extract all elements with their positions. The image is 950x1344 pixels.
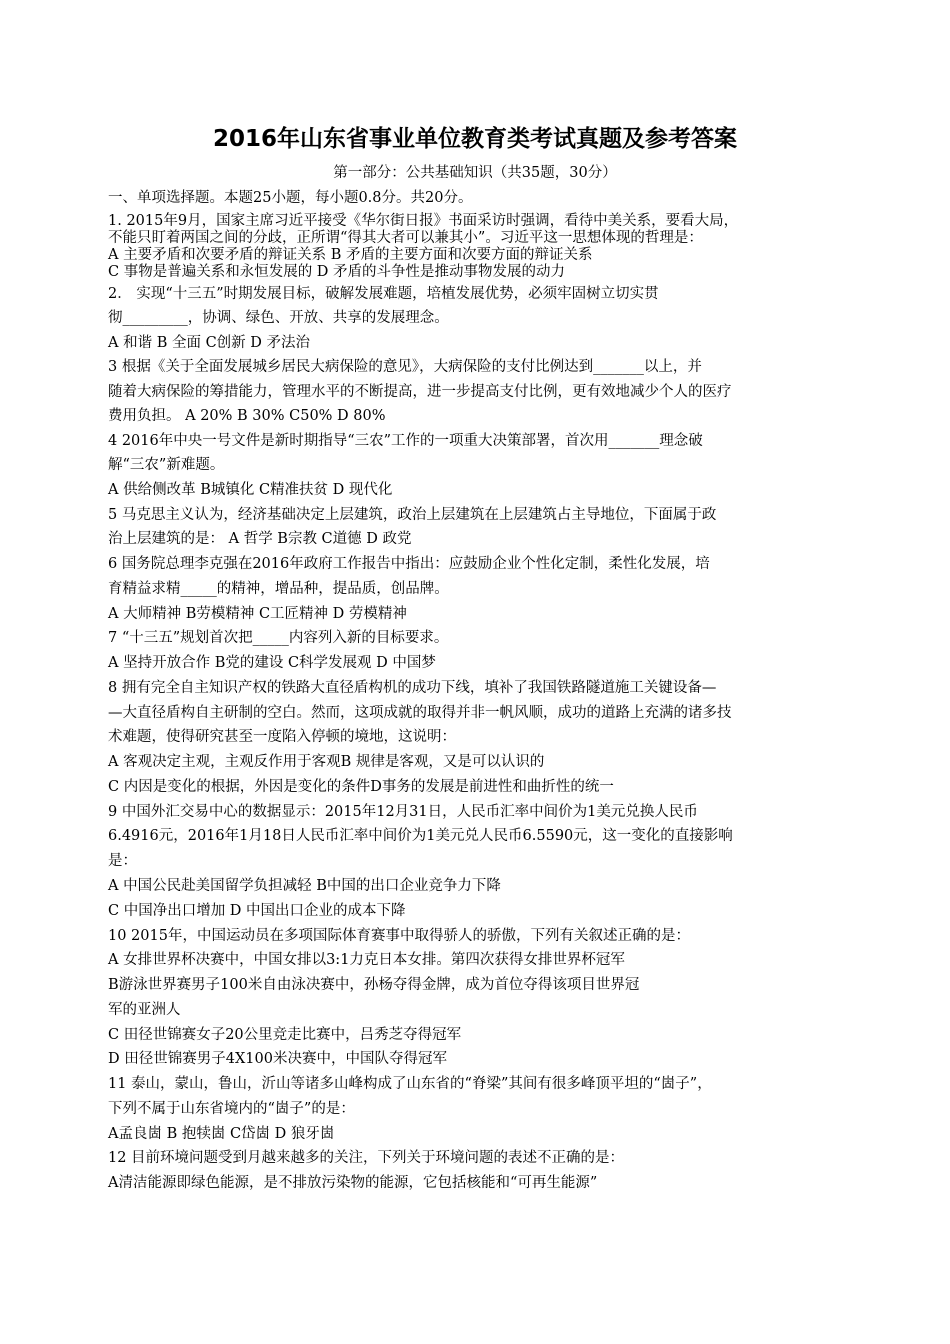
- text-line: 费用负担。 A 20% B 30% C50% D 80%: [108, 408, 386, 424]
- text-line: 12 目前环境问题受到月越来越多的关注，下列关于环境问题的表述不正确的是：: [108, 1150, 625, 1166]
- text-line: 1. 2015年9月，国家主席习近平接受《华尔街日报》书面采访时强调，看待中美关系，要看大局，: [108, 213, 739, 229]
- text-line: 5 马克思主义认为，经济基础决定上层建筑，政治上层建筑在上层建筑占主导地位，下面属于政: [108, 507, 717, 523]
- text-line: 是：: [108, 853, 137, 869]
- text-line: A 女排世界杯决赛中，中国女排以3:1力克日本女排。第四次获得女排世界杯冠军: [108, 952, 625, 968]
- text-line: C 中国净出口增加 D 中国出口企业的成本下降: [108, 903, 406, 919]
- text-line: 11 泰山，蒙山，鲁山，沂山等诸多山峰构成了山东省的“脊梁”其间有很多峰顶平坦的“崮子”，: [108, 1076, 712, 1092]
- text-line: 军的亚洲人: [108, 1002, 181, 1018]
- text-line: 育精益求精_____的精神，增品种，提品质，创品牌。: [108, 581, 449, 597]
- document-title: 2016年山东省事业单位教育类考试真题及参考答案: [212, 126, 737, 152]
- text-line: 2． 实现“十三五”时期发展目标，破解发展难题，培植发展优势，必须牢固树立切实贯: [108, 286, 659, 302]
- text-line: A清洁能源即绿色能源，是不排放污染物的能源，它包括核能和“可再生能源”: [108, 1175, 598, 1191]
- text-line: 下列不属于山东省境内的“崮子”的是：: [108, 1101, 355, 1117]
- text-line: B游泳世界赛男子100米自由泳决赛中，孙杨夺得金牌，成为首位夺得该项目世界冠: [108, 977, 640, 993]
- text-line: 4 2016年中央一号文件是新时期指导“三农”工作的一项重大决策部署，首次用_______理念破: [108, 433, 703, 449]
- text-line: A 大师精神 B劳模精神 C工匠精神 D 劳模精神: [108, 606, 407, 622]
- text-line: 9 中国外汇交易中心的数据显示：2015年12月31日，人民币汇率中间价为1美元兑换人民币: [108, 804, 698, 820]
- text-line: D 田径世锦赛男子4X100米决赛中，中国队夺得冠军: [108, 1051, 447, 1067]
- text-line: C 田径世锦赛女子20公里竞走比赛中，吕秀芝夺得冠军: [108, 1027, 462, 1043]
- text-line: —大直径盾构自主研制的空白。然而，这项成就的取得并非一帆风顺，成功的道路上充满的诸多技: [108, 705, 732, 721]
- text-line: 6.4916元，2016年1月18日人民币汇率中间价为1美元兑人民币6.5590元，这一变化的直接影响: [108, 828, 733, 844]
- text-line: 彻_________，协调、绿色、开放、共享的发展理念。: [108, 310, 449, 326]
- text-line: C 事物是普遍关系和永恒发展的 D 矛盾的斗争性是推动事物发展的动力: [108, 264, 566, 280]
- text-line: 10 2015年，中国运动员在多项国际体育赛事中取得骄人的骄傲，下列有关叙述正确的是：: [108, 928, 690, 944]
- text-line: A 客观决定主观，主观反作用于客观B 规律是客观，又是可以认识的: [108, 754, 545, 770]
- text-line: 3 根据《关于全面发展城乡居民大病保险的意见》，大病保险的支付比例达到_______以上，并: [108, 359, 702, 375]
- text-line: 6 国务院总理李克强在2016年政府工作报告中指出：应鼓励企业个性化定制，柔性化发展，培: [108, 556, 710, 572]
- text-line: C 内因是变化的根据，外因是变化的条件D事务的发展是前进性和曲折性的统一: [108, 779, 614, 795]
- text-line: A孟良崮 B 抱犊崮 C岱崮 D 狼牙崮: [108, 1126, 335, 1142]
- text-line: 术难题，使得研究甚至一度陷入停顿的境地，这说明：: [108, 729, 456, 745]
- text-line: A 坚持开放合作 B党的建设 C科学发展观 D 中国梦: [108, 655, 436, 671]
- text-line: 治上层建筑的是： A 哲学 B宗教 C道德 D 政党: [108, 531, 412, 547]
- part-subtitle: 第一部分：公共基础知识（共35题，30分）: [333, 165, 617, 181]
- text-line: 不能只盯着两国之间的分歧，正所谓“得其大者可以兼其小”。习近平这一思想体现的哲理是：: [108, 230, 703, 246]
- text-line: A 和谐 B 全面 C创新 D 矛法治: [108, 335, 311, 351]
- section-heading: 一、单项选择题。本题25小题，每小题0.8分。共20分。: [108, 190, 473, 206]
- text-line: A 主要矛盾和次要矛盾的辩证关系 B 矛盾的主要方面和次要方面的辩证关系: [108, 247, 593, 263]
- text-line: 随着大病保险的筹措能力，管理水平的不断提高，进一步提高支付比例，更有效地减少个人的医疗: [108, 384, 732, 400]
- text-line: 解“三农”新难题。: [108, 457, 225, 473]
- text-line: A 中国公民赴美国留学负担减轻 B中国的出口企业竞争力下降: [108, 878, 501, 894]
- text-line: 8 拥有完全自主知识产权的铁路大直径盾构机的成功下线，填补了我国铁路隧道施工关键设备—: [108, 680, 717, 696]
- text-line: 7 “十三五”规划首次把_____内容列入新的目标要求。: [108, 630, 449, 646]
- text-line: A 供给侧改革 B城镇化 C精准扶贫 D 现代化: [108, 482, 393, 498]
